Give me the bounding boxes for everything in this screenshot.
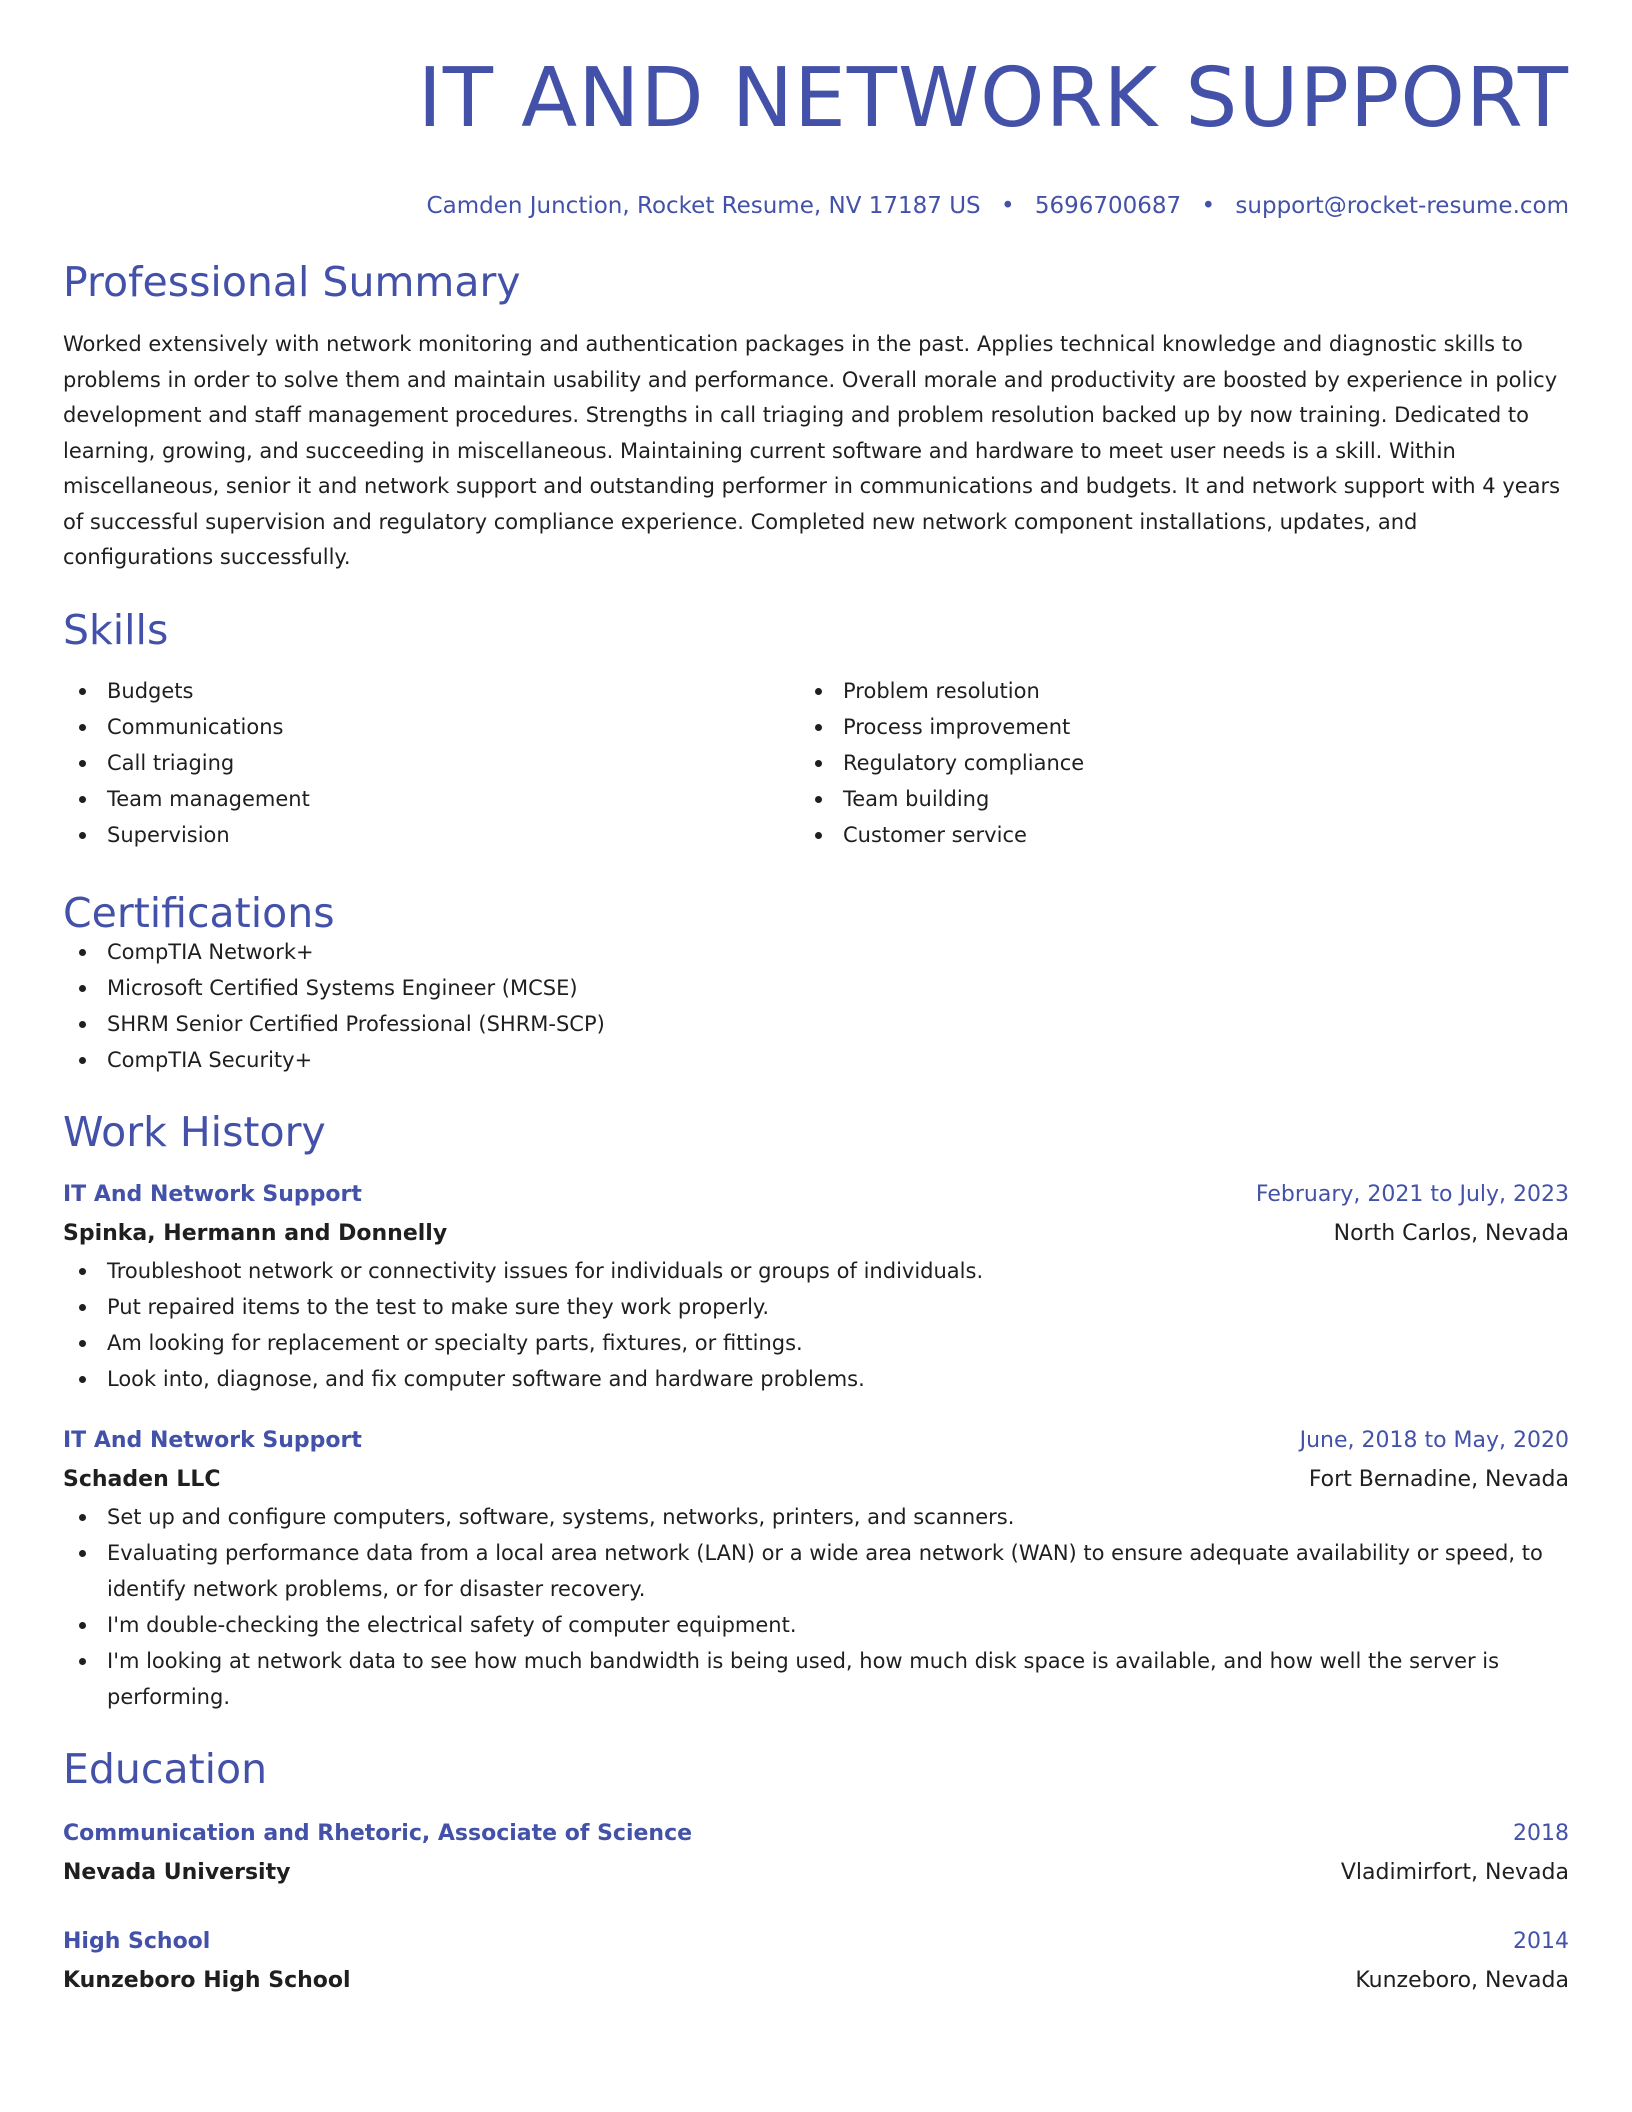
contact-email: support@rocket-resume.com	[1235, 193, 1569, 219]
education-location: Kunzeboro, Nevada	[1355, 1967, 1569, 1993]
contact-phone: 5696700687	[1034, 193, 1182, 219]
skill-item: Team building	[799, 781, 1535, 817]
job-employer: Spinka, Hermann and Donnelly	[63, 1220, 448, 1246]
skill-item: Communications	[63, 709, 799, 745]
skill-item: Supervision	[63, 817, 799, 853]
certifications-list	[63, 934, 1569, 1078]
job-location: North Carlos, Nevada	[1333, 1220, 1569, 1246]
skills-column-right	[799, 673, 1535, 853]
skill-item: Budgets	[63, 673, 799, 709]
education-school: Nevada University	[63, 1859, 291, 1885]
job-duty: I'm looking at network data to see how much bandwidth is being used, how much disk space is available, and how well the server is performing.	[63, 1643, 1569, 1715]
job-duty: Put repaired items to the test to make sure they work properly.	[63, 1289, 1569, 1325]
job-entry	[63, 1175, 1569, 1397]
job-dates: June, 2018 to May, 2020	[1299, 1427, 1569, 1453]
job-title: IT And Network Support	[63, 1181, 362, 1207]
contact-address: Camden Junction, Rocket Resume, NV 17187 US	[426, 193, 981, 219]
education-school-row	[63, 1962, 1569, 2000]
job-dates: February, 2021 to July, 2023	[1255, 1181, 1569, 1207]
job-duty: Set up and configure computers, software, systems, networks, printers, and scanners.	[63, 1499, 1569, 1535]
education-entry	[63, 1922, 1569, 2000]
skill-item: Customer service	[799, 817, 1535, 853]
education-entry	[63, 1814, 1569, 1892]
certifications-heading: Certifications	[63, 888, 335, 937]
skills-column-left	[63, 673, 799, 853]
education-header-row	[63, 1814, 1569, 1854]
certification-item: CompTIA Security+	[63, 1042, 1569, 1078]
education-school-row	[63, 1854, 1569, 1892]
skills-list	[63, 673, 1569, 853]
contact-separator: •	[1000, 193, 1015, 219]
education-heading: Education	[63, 1744, 268, 1793]
education-school: Kunzeboro High School	[63, 1967, 351, 1993]
contact-separator: •	[1201, 193, 1216, 219]
job-duty: Look into, diagnose, and fix computer software and hardware problems.	[63, 1361, 1569, 1397]
job-employer: Schaden LLC	[63, 1466, 221, 1492]
resume-name: IT AND NETWORK SUPPORT	[417, 51, 1569, 146]
job-employer-row	[63, 1461, 1569, 1499]
education-year: 2018	[1513, 1820, 1569, 1846]
job-duties	[63, 1253, 1569, 1397]
summary-text: Worked extensively with network monitoring and authentication packages in the past. Applies technical knowledge and diagnostic skills to problems in order to solve them and maintain usability and performance. Overall morale and productivity are boosted by experience in policy development and staff management procedures. Strengths in call triaging and problem resolution backed up by now training. Dedicated to learning, growing, and succeeding in miscellaneous. Maintaining current software and hardware to meet user needs is a skill. Within miscellaneous, senior it and network support and outstanding performer in communications and budgets. It and network support with 4 years of successful supervision and regulatory compliance experience. Completed new network component installations, updates, and configurations successfully.	[63, 332, 1561, 569]
job-duty: I'm double-checking the electrical safety of computer equipment.	[63, 1607, 1569, 1643]
job-duty: Troubleshoot network or connectivity issues for individuals or groups of individuals.	[63, 1253, 1569, 1289]
job-location: Fort Bernadine, Nevada	[1308, 1466, 1569, 1492]
skills-heading: Skills	[63, 605, 169, 654]
skill-item: Team management	[63, 781, 799, 817]
job-duties	[63, 1499, 1569, 1715]
education-degree: Communication and Rhetoric, Associate of Science	[63, 1820, 693, 1846]
contact-line	[63, 190, 1569, 222]
job-title: IT And Network Support	[63, 1427, 362, 1453]
education-degree: High School	[63, 1928, 211, 1954]
skill-item: Call triaging	[63, 745, 799, 781]
certification-item: SHRM Senior Certified Professional (SHRM-SCP)	[63, 1006, 1569, 1042]
skill-item: Regulatory compliance	[799, 745, 1535, 781]
job-entry	[63, 1421, 1569, 1715]
work-history-heading: Work History	[63, 1107, 326, 1156]
job-duty: Am looking for replacement or specialty parts, fixtures, or fittings.	[63, 1325, 1569, 1361]
job-employer-row	[63, 1215, 1569, 1253]
skill-item: Problem resolution	[799, 673, 1535, 709]
education-header-row	[63, 1922, 1569, 1962]
job-header-row	[63, 1175, 1569, 1215]
certification-item: CompTIA Network+	[63, 934, 1569, 970]
skill-item: Process improvement	[799, 709, 1535, 745]
job-duty: Evaluating performance data from a local area network (LAN) or a wide area network (WAN) to ensure adequate availability or speed, to identify network problems, or for disaster recovery.	[63, 1535, 1569, 1607]
certification-item: Microsoft Certified Systems Engineer (MCSE)	[63, 970, 1569, 1006]
summary-heading: Professional Summary	[63, 258, 521, 306]
education-location: Vladimirfort, Nevada	[1340, 1859, 1569, 1885]
job-header-row	[63, 1421, 1569, 1461]
education-year: 2014	[1513, 1928, 1569, 1954]
